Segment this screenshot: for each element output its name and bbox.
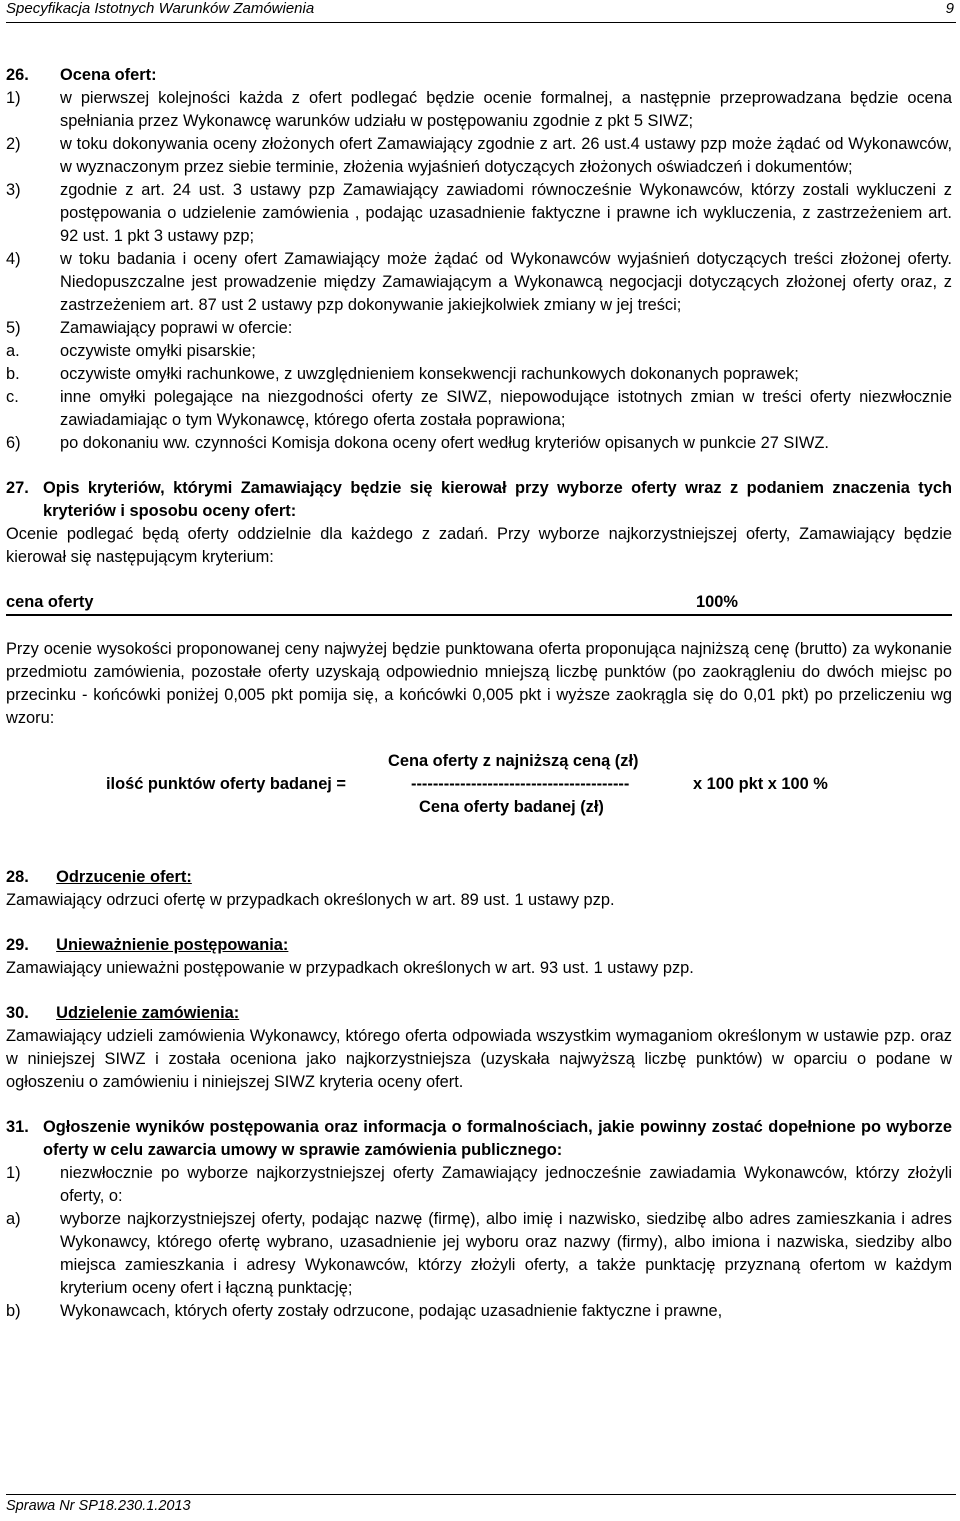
list-item: b. oczywiste omyłki rachunkowe, z uwzględnieniem konsekwencji rachunkowych dokonanych poprawek; bbox=[6, 365, 799, 383]
score-formula bbox=[6, 750, 952, 822]
list-item: 2) w toku dokonywania oceny złożonych ofert Zamawiający zgodnie z art. 26 ust.4 ustawy pzp może żądać od Wykonawców, w wyznaczonym przez siebie terminie, złożenia wyjaśnień dotyczących złożonych oświadczeń i dokumentów; bbox=[6, 135, 952, 176]
list-item: 1) w pierwszej kolejności każda z ofert podlegać będzie ocenie formalnej, a następnie przeprowadzana będzie ocena spełniania przez Wykonawcę warunków udziału w postępowaniu zgodnie z pkt 5 SIWZ; bbox=[6, 89, 952, 130]
list-item: 6) po dokonaniu ww. czynności Komisja dokona oceny ofert według kryteriów opisanych w punkcie 27 SIWZ. bbox=[6, 434, 829, 452]
page-header bbox=[6, 0, 956, 23]
section-27-heading: 27. Opis kryteriów, którymi Zamawiający będzie się kierował przy wyborze oferty wraz z podaniem znaczenia tych kryteriów i sposobu oceny ofert: bbox=[6, 477, 952, 523]
criterion-weight: 100% bbox=[696, 593, 738, 611]
formula-rhs: x 100 pkt x 100 % bbox=[693, 775, 828, 793]
section-31-heading: 31. Ogłoszenie wyników postępowania oraz informacja o formalnościach, jakie powinny zostać dopełnione po wyborze oferty w celu zawarcia umowy w sprawie zamówienia publicznego: bbox=[6, 1116, 952, 1162]
formula-bar: ---------------------------------------- bbox=[411, 775, 630, 793]
section-28-heading: 28. Odrzucenie ofert: bbox=[6, 868, 192, 886]
page-footer bbox=[6, 1494, 956, 1514]
section-29-title: Unieważnienie postępowania: bbox=[56, 936, 289, 954]
section-27-intro: Ocenie podlegać będą oferty oddzielnie dla każdego z zadań. Przy wyborze najkorzystniejszej oferty, Zamawiający będzie kierował się następującym kryterium: bbox=[6, 525, 952, 566]
section-28-title: Odrzucenie ofert: bbox=[56, 868, 192, 886]
section-31-title: Ogłoszenie wyników postępowania oraz informacja o formalnościach, jakie powinny zostać dopełnione po wyborze oferty w celu zawarcia umowy w sprawie zamówienia publicznego: bbox=[43, 1118, 952, 1159]
section-26-title: Ocena ofert: bbox=[60, 66, 157, 84]
section-26-heading: 26. Ocena ofert: bbox=[6, 64, 952, 87]
list-item: 5) Zamawiający poprawi w ofercie: bbox=[6, 319, 293, 337]
list-item: c. inne omyłki polegające na niezgodności oferty ze SIWZ, niepowodujące istotnych zmian w treści oferty niezwłocznie zawiadamiając o tym Wykonawcę, którego oferta została poprawiona; bbox=[6, 388, 952, 429]
header-title: Specyfikacja Istotnych Warunków Zamówienia bbox=[6, 0, 315, 17]
list-item: 3) zgodnie z art. 24 ust. 3 ustawy pzp Zamawiający zawiadomi równocześnie Wykonawców, którzy zostali wykluczeni z postępowania o udzielenie zamówienia , podając uzasadnienie faktyczne i prawne ich wykluczenia, z zastrzeżeniem art. 92 ust. 1 pkt 3 ustawy pzp; bbox=[6, 181, 952, 245]
formula-lhs: ilość punktów oferty badanej = bbox=[106, 775, 346, 793]
formula-numerator: Cena oferty z najniższą ceną (zł) bbox=[388, 752, 639, 770]
criterion-row bbox=[6, 591, 952, 616]
section-30-heading: 30. Udzielenie zamówienia: bbox=[6, 1004, 240, 1022]
criterion-name: cena oferty bbox=[6, 593, 94, 611]
list-item: 1) niezwłocznie po wyborze najkorzystniejszej oferty Zamawiający jednocześnie zawiadamia Wykonawców, którzy złożyli oferty, o: bbox=[6, 1164, 952, 1205]
list-item: a. oczywiste omyłki pisarskie; bbox=[6, 342, 256, 360]
section-27-rule: Przy ocenie wysokości proponowanej ceny najwyżej będzie punktowana oferta proponująca najniższą cenę (brutto) za wykonanie przedmiotu zamówienia, pozostałe oferty uzyskają odpowiednio mniejszą liczbę punktów (po zaokrągleniu do dwóch miejsc po przecinku - końcówki poniżej 0,005 pkt pomija się, a końcówki 0,005 pkt i wyższe zaokrągla się do 0,01 pkt) po przeliczeniu wg wzoru: bbox=[6, 640, 952, 727]
list-item: b) Wykonawcach, których oferty zostały odrzucone, podając uzasadnienie faktyczne i prawne, bbox=[6, 1302, 723, 1320]
section-27-title: Opis kryteriów, którymi Zamawiający będzie się kierował przy wyborze oferty wraz z podaniem znaczenia tych kryteriów i sposobu oceny ofert: bbox=[43, 479, 952, 520]
section-28-text: Zamawiający odrzuci ofertę w przypadkach określonych w art. 89 ust. 1 ustawy pzp. bbox=[6, 891, 615, 909]
section-30-text: Zamawiający udzieli zamówienia Wykonawcy, którego oferta odpowiada wszystkim wymaganiom określonym w ustawie pzp. oraz w niniejszej SIWZ i została oceniona jako najkorzystniejsza (uzyskała najwyższą liczbę punktów) w oparciu o podane w ogłoszeniu o zamówieniu i niniejszej SIWZ kryteria oceny ofert. bbox=[6, 1027, 952, 1091]
formula-denominator: Cena oferty badanej (zł) bbox=[419, 798, 604, 816]
section-29-heading: 29. Unieważnienie postępowania: bbox=[6, 936, 289, 954]
list-item: 4) w toku badania i oceny ofert Zamawiający może żądać od Wykonawców wyjaśnień dotyczących treści złożonej oferty. Niedopuszczalne jest prowadzenie między Zamawiającym a Wykonawcą negocjacji dotyczących złożonej oferty oraz, z zastrzeżeniem art. 87 ust 2 ustawy pzp dokonywanie jakiejkolwiek zmiany w jej treści; bbox=[6, 250, 952, 314]
section-29-text: Zamawiający unieważni postępowanie w przypadkach określonych w art. 93 ust. 1 ustawy pzp. bbox=[6, 959, 694, 977]
list-item: a) wyborze najkorzystniejszej oferty, podając nazwę (firmę), albo imię i nazwisko, siedzibę albo adres zamieszkania i adres Wykonawcy, którego ofertę wybrano, uzasadnienie jej wyboru oraz nazwy (firmy), albo imiona i nazwiska, siedziby albo miejsca zamieszkania i adresy Wykonawców, którzy złożyli oferty, a także punktację przyznaną ofertom w każdym kryterium oceny ofert i łączną punktację; bbox=[6, 1210, 952, 1297]
document-body bbox=[6, 64, 952, 1323]
footer-case-number: Sprawa Nr SP18.230.1.2013 bbox=[6, 1498, 191, 1514]
page-number: 9 bbox=[945, 0, 954, 17]
section-30-title: Udzielenie zamówienia: bbox=[56, 1004, 240, 1022]
